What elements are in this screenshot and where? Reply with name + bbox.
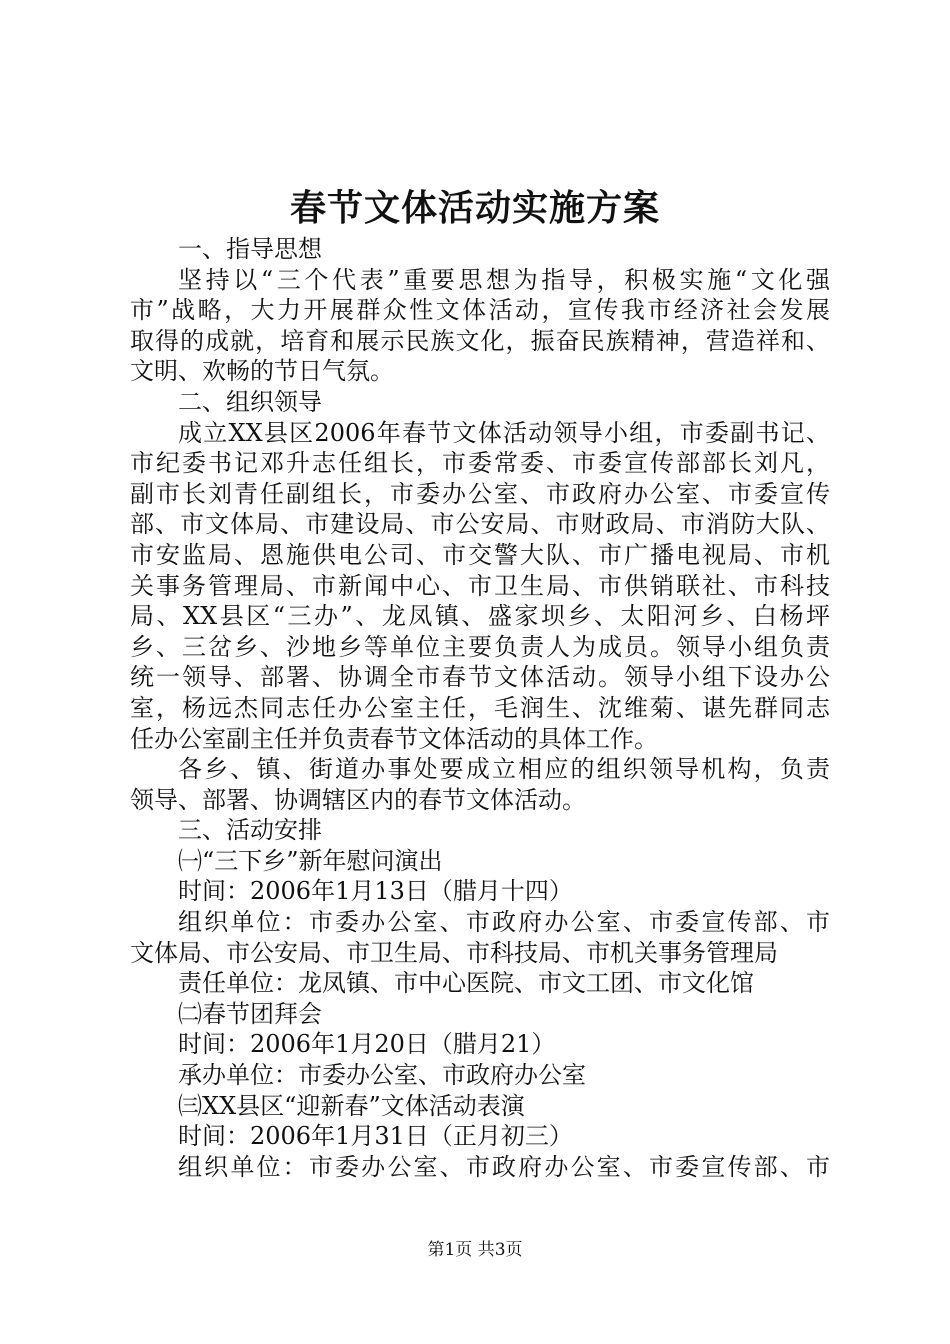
section-heading-organization: 二、组织领导 bbox=[178, 387, 322, 416]
paragraph-line: 坚持以“三个代表”重要思想为指导，积极实施“文化强 bbox=[178, 265, 830, 294]
paragraph-line: 室，杨远杰同志任办公室主任，毛润生、沈维菊、谌先群同志 bbox=[130, 693, 830, 722]
paragraph-line: 文明、欢畅的节日气氛。 bbox=[130, 357, 394, 386]
activity-responsible: 责任单位：龙凤镇、市中心医院、市文工团、市文化馆 bbox=[178, 969, 754, 998]
page-number: 第1页 共3页 bbox=[427, 1240, 523, 1260]
paragraph-line: 统一领导、部署、协调全市春节文体活动。领导小组下设办公 bbox=[130, 663, 830, 692]
activity-organizers: 组织单位：市委办公室、市政府办公室、市委宣传部、市 bbox=[178, 1152, 830, 1181]
paragraph-line: 任办公室副主任并负责春节文体活动的具体工作。 bbox=[130, 724, 658, 753]
paragraph-line: 乡、三岔乡、沙地乡等单位主要负责人为成员。领导小组负责 bbox=[130, 632, 830, 661]
document-body bbox=[130, 234, 830, 1182]
activity-time: 时间：2006年1月13日（腊月十四） bbox=[178, 877, 573, 906]
section-heading-guiding-thought: 一、指导思想 bbox=[178, 235, 322, 263]
paragraph-line: 市”战略，大力开展群众性文体活动，宣传我市经济社会发展 bbox=[130, 296, 830, 325]
activity-heading: ㈠“三下乡”新年慰问演出 bbox=[178, 846, 443, 875]
activity-heading: ㈢XX县区“迎新春”文体活动表演 bbox=[178, 1091, 525, 1120]
section-heading-activities: 三、活动安排 bbox=[178, 816, 322, 845]
paragraph-line: 取得的成就，培育和展示民族文化，振奋民族精神，营造祥和、 bbox=[130, 326, 830, 355]
activity-organizers: 组织单位：市委办公室、市政府办公室、市委宣传部、市 bbox=[178, 908, 830, 937]
paragraph-line: 市安监局、恩施供电公司、市交警大队、市广播电视局、市机 bbox=[130, 540, 830, 569]
paragraph-line: 领导、部署、协调辖区内的春节文体活动。 bbox=[130, 785, 586, 814]
activity-time: 时间：2006年1月31日（正月初三） bbox=[178, 1122, 573, 1151]
paragraph-line: 成立XX县区2006年春节文体活动领导小组，市委副书记、 bbox=[178, 418, 830, 447]
paragraph-line: 市纪委书记邓升志任组长，市委常委、市委宣传部部长刘凡， bbox=[130, 449, 830, 478]
paragraph-line: 局、XX县区“三办”、龙凤镇、盛家坝乡、太阳河乡、白杨坪 bbox=[130, 602, 830, 631]
activity-heading: ㈡春节团拜会 bbox=[178, 999, 322, 1028]
paragraph-line: 各乡、镇、街道办事处要成立相应的组织领导机构，负责 bbox=[178, 755, 830, 784]
paragraph-line: 关事务管理局、市新闻中心、市卫生局、市供销联社、市科技 bbox=[130, 571, 830, 600]
paragraph-line: 副市长刘青任副组长，市委办公室、市政府办公室、市委宣传 bbox=[130, 479, 830, 508]
document-title: 春节文体活动实施方案 bbox=[289, 187, 660, 229]
activity-organizers-cont: 文体局、市公安局、市卫生局、市科技局、市机关事务管理局 bbox=[130, 938, 778, 967]
activity-host: 承办单位：市委办公室、市政府办公室 bbox=[178, 1061, 586, 1090]
paragraph-line: 部、市文体局、市建设局、市公安局、市财政局、市消防大队、 bbox=[130, 510, 830, 539]
activity-time: 时间：2006年1月20日（腊月21） bbox=[178, 1030, 556, 1059]
